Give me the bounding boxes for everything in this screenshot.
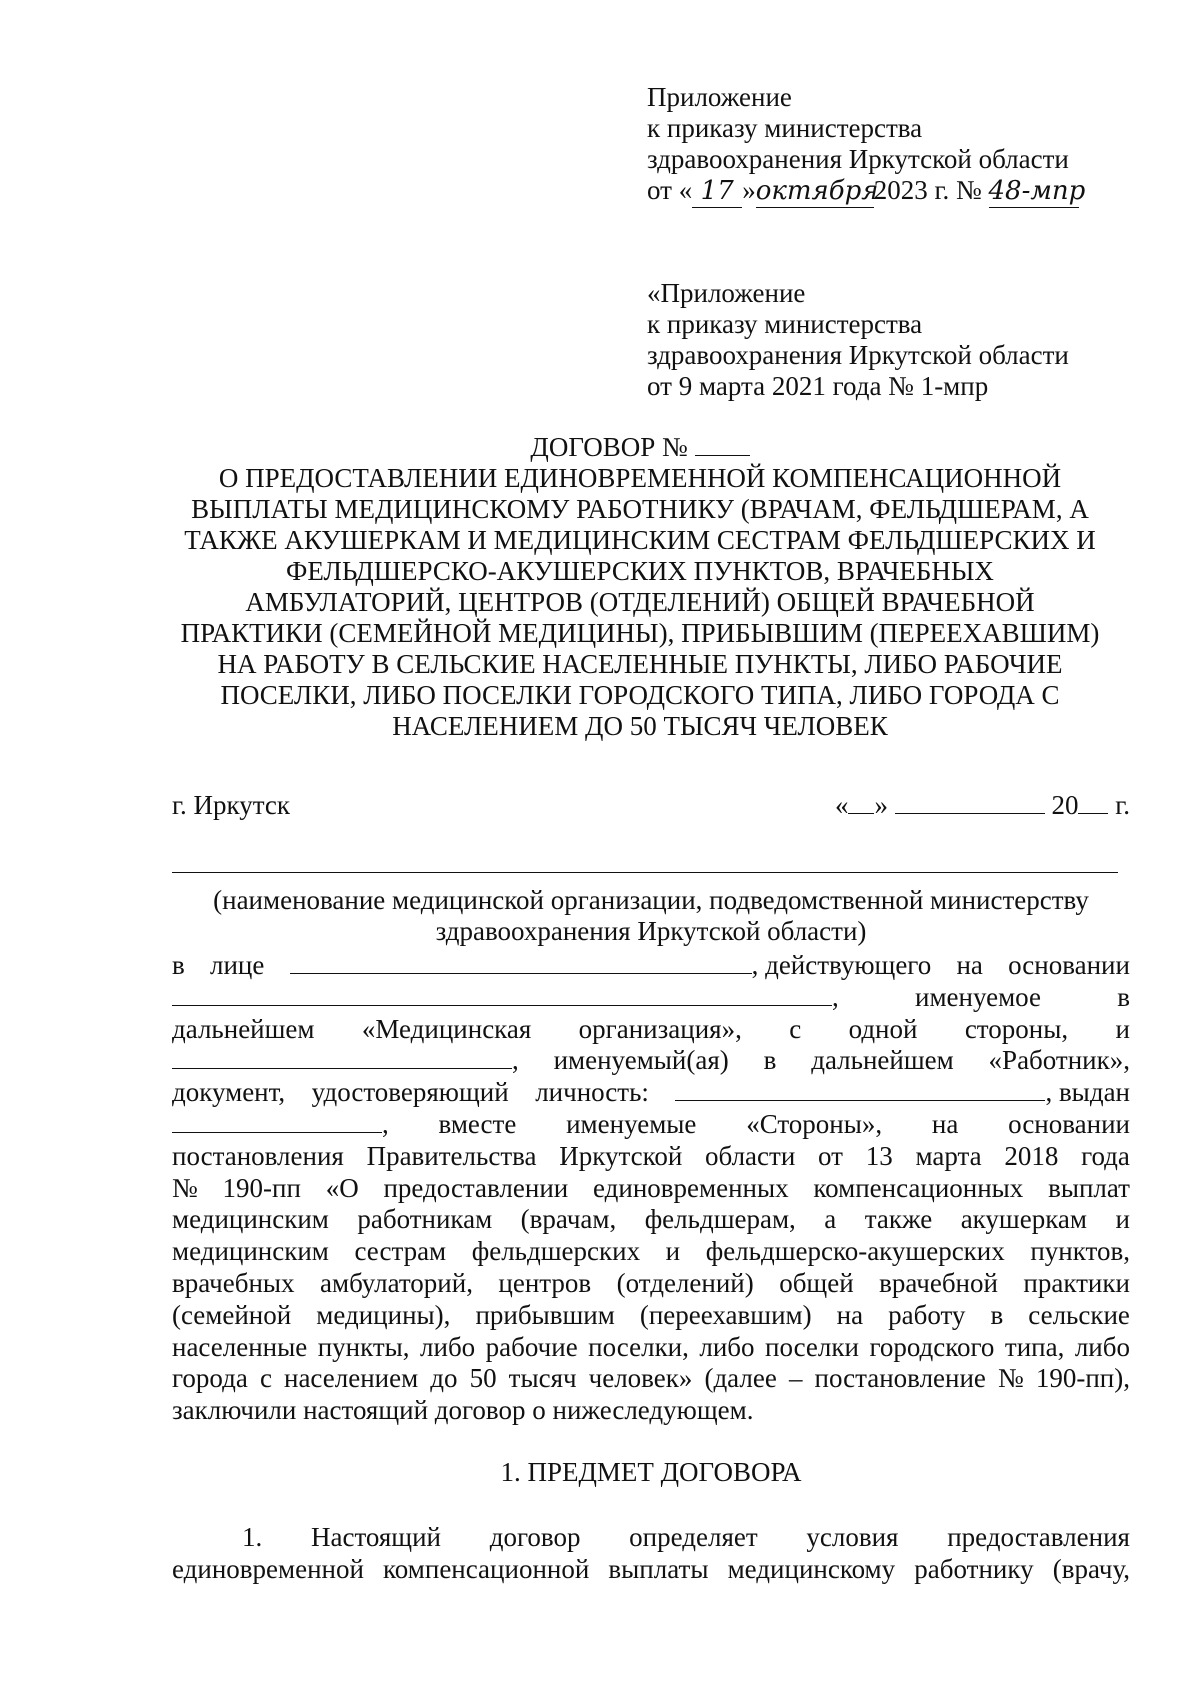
text-line: медицинским сестрам фельдшерских и фельдшерско-акушерских пунктов,	[172, 1236, 1130, 1267]
text-line: постановления Правительства Иркутской области от 13 марта 2018 года	[172, 1140, 1130, 1171]
title-line: ВЫПЛАТЫ МЕДИЦИНСКОМУ РАБОТНИКУ (ВРАЧАМ, ФЕЛЬДШЕРАМ, А	[191, 494, 1089, 524]
title-line: НАСЕЛЕНИЕМ ДО 50 ТЫСЯЧ ЧЕЛОВЕК	[392, 711, 888, 741]
contract-date: « » 20 г.	[834, 790, 1130, 820]
text-line: № 190-пп «О предоставлении единовременных компенсационных выплат	[172, 1172, 1130, 1203]
appendix-header-original	[647, 278, 1069, 402]
identity-document-blank	[675, 1078, 1045, 1101]
year-blank	[1078, 791, 1108, 814]
text-line: города с населением до 50 тысяч человек» (далее – постановление № 190-пп),	[172, 1363, 1130, 1394]
title-line: ДОГОВОР №	[160, 432, 1120, 463]
title-line: НА РАБОТУ В СЕЛЬСКИЕ НАСЕЛЕННЫЕ ПУНКТЫ, ЛИБО РАБОЧИЕ	[217, 649, 1063, 679]
appendix-line: «Приложение	[647, 278, 806, 308]
basis-blank	[172, 983, 832, 1006]
issued-by-blank	[172, 1110, 382, 1133]
appendix-line: к приказу министерства	[647, 309, 923, 339]
month-blank	[895, 791, 1045, 814]
text-line: заключили настоящий договор о нижеследующем.	[172, 1395, 754, 1426]
title-line: ПРАКТИКИ (СЕМЕЙНОЙ МЕДИЦИНЫ), ПРИБЫВШИМ (ПЕРЕЕХАВШИМ)	[180, 618, 1100, 648]
handwritten-order-number: 48-мпр	[988, 176, 1086, 206]
city: г. Иркутск	[172, 790, 290, 820]
appendix-header-current	[647, 82, 1086, 208]
title-line: ФЕЛЬДШЕРСКО-АКУШЕРСКИХ ПУНКТОВ, ВРАЧЕБНЫХ	[286, 556, 994, 586]
representative-blank	[290, 951, 752, 974]
day-blank	[848, 791, 874, 814]
text-line: , именуемое в	[172, 982, 1130, 1014]
handwritten-day: 17	[692, 176, 742, 208]
place-date-row	[172, 790, 1130, 821]
organization-name-blank	[172, 872, 1118, 873]
title-line: АМБУЛАТОРИЙ, ЦЕНТРОВ (ОТДЕЛЕНИЙ) ОБЩЕЙ ВРАЧЕБНОЙ	[245, 587, 1035, 617]
contract-number-blank	[695, 433, 750, 456]
title-line: О ПРЕДОСТАВЛЕНИИ ЕДИНОВРЕМЕННОЙ КОМПЕНСАЦИОННОЙ	[218, 463, 1062, 493]
text-line: (семейной медицины), прибывшим (переехавшим) на работу в сельские	[172, 1299, 1130, 1330]
text-line: населенные пункты, либо рабочие поселки, либо поселки городского типа, либо	[172, 1331, 1130, 1362]
text-line: , вместе именуемые «Стороны», на основании	[172, 1109, 1130, 1141]
text-line: в лице , действующего на основании	[172, 950, 1130, 980]
title-line: ПОСЕЛКИ, ЛИБО ПОСЕЛКИ ГОРОДСКОГО ТИПА, ЛИБО ГОРОДА С	[220, 680, 1060, 710]
preamble-text	[172, 950, 1130, 1427]
date-prefix: от «	[647, 175, 693, 205]
appendix-line: здравоохранения Иркутской области	[647, 340, 1069, 370]
text-line: врачебных амбулаторий, центров (отделений) общей врачебной практики	[172, 1267, 1130, 1298]
organization-caption: (наименование медицинской организации, подведомственной министерству здравоохранения Иркутской области)	[213, 885, 1089, 946]
text-line: , именуемый(ая) в дальнейшем «Работник»,	[172, 1045, 1130, 1077]
appendix-line: Приложение	[647, 82, 792, 112]
section-heading: 1. ПРЕДМЕТ ДОГОВОРА	[500, 1457, 802, 1487]
date-mid: »	[742, 175, 756, 205]
text-line: единовременной компенсационной выплаты медицинскому работнику (врачу,	[172, 1553, 1130, 1584]
section-paragraph	[172, 1522, 1130, 1586]
text-line: 1. Настоящий договор определяет условия предоставления	[242, 1522, 1130, 1552]
appendix-line: от 9 марта 2021 года № 1-мпр	[647, 371, 989, 401]
appendix-date-line	[647, 175, 1086, 208]
appendix-line: к приказу министерства	[647, 113, 923, 143]
appendix-line: здравоохранения Иркутской области	[647, 144, 1069, 174]
handwritten-month: октября	[755, 176, 879, 206]
title-line: ТАКЖЕ АКУШЕРКАМ И МЕДИЦИНСКИМ СЕСТРАМ ФЕЛЬДШЕРСКИХ И	[184, 525, 1096, 555]
text-line: документ, удостоверяющий личность: , выдан	[172, 1077, 1130, 1108]
contract-title	[160, 432, 1120, 742]
employee-name-blank	[172, 1046, 512, 1069]
date-year: 2023 г. №	[873, 175, 982, 205]
text-line: дальнейшем «Медицинская организация», с одной стороны, и	[172, 1013, 1130, 1044]
text-line: медицинским работникам (врачам, фельдшерам, а также акушеркам и	[172, 1204, 1130, 1235]
